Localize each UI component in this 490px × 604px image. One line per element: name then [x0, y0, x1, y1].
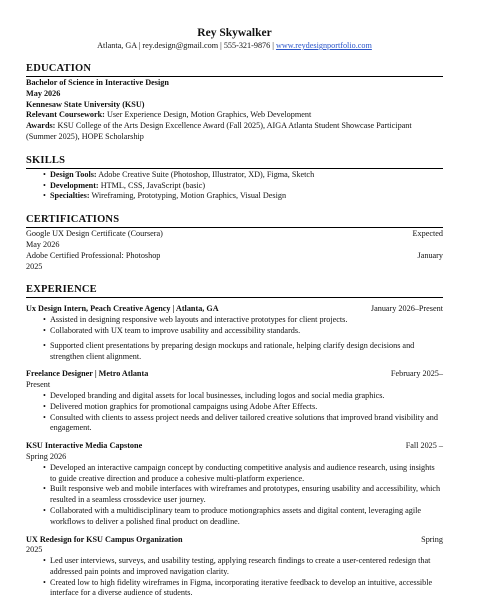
job-entry [26, 535, 443, 600]
skill-text: Adobe Creative Suite (Photoshop, Illustrator, XD), Figma, Sketch [96, 169, 315, 179]
job-date: January 2026–Present [370, 304, 443, 314]
coursework-text: User Experience Design, Motion Graphics, Web Development [104, 110, 312, 120]
graduation-date: May 2026 [26, 88, 61, 98]
section-divider [26, 297, 443, 298]
job-entry [26, 441, 443, 527]
job-title: KSU Interactive Media Capstone [26, 441, 143, 451]
job-bullets [26, 315, 443, 362]
job-date: February 2025– [390, 369, 443, 379]
experience-section [26, 284, 443, 599]
skill-item [43, 170, 443, 181]
coursework-line [26, 110, 443, 121]
job-bullet: • Collaborated with a multidisciplinary team to produce motiongraphics assets and digital content, leveraging agile workflows to deliver a polished final product on deadline. [43, 506, 443, 528]
skill-item [43, 181, 443, 192]
job-bullet: • Created low to high fidelity wireframes in Figma, incorporating iterative feedback to develop an intuitive, accessible interface for a diverse audience of students. [43, 578, 443, 600]
contact-details: Atlanta, GA | rey.design@gmail.com | 555-321-9876 | [97, 41, 276, 50]
awards-text: KSU College of the Arts Design Excellence Award (Fall 2025), AIGA Atlanta Student Showcase Participant (Summer 2025), HOPE Scholarship [26, 121, 412, 141]
certification-entry [26, 251, 443, 273]
job-entry [26, 304, 443, 362]
skills-section [26, 155, 443, 202]
section-divider [26, 227, 443, 228]
certification-name: Google UX Design Certificate (Coursera) [26, 229, 163, 239]
skill-text: HTML, CSS, JavaScript (basic) [98, 180, 206, 190]
skill-label: Development: [50, 180, 99, 190]
certifications-section [26, 214, 443, 272]
job-bullets [26, 463, 443, 528]
job-bullet: • Developed an interactive campaign concept by conducting competitive analysis and audience research, using insights to guide creative direction and produce a cohesive multi-platform experience. [43, 463, 443, 485]
job-date-cont: Present [26, 380, 51, 390]
education-heading: EDUCATION [26, 63, 92, 74]
skill-label: Specialties: [50, 191, 90, 201]
job-title: Freelance Designer | Metro Atlanta [26, 369, 149, 379]
certification-date-cont: 2025 [26, 261, 43, 271]
job-bullets [26, 556, 443, 599]
contact-line [26, 40, 443, 51]
experience-heading: EXPERIENCE [26, 284, 97, 296]
job-bullet: • Developed branding and digital assets for local businesses, including logos and social media graphics. [43, 391, 443, 402]
skill-item [43, 191, 443, 202]
certification-date: January [417, 250, 443, 260]
job-bullet: • Led user interviews, surveys, and usability testing, applying research findings to create a user-centered redesign that addressed pain points and improved navigation clarity. [43, 556, 443, 578]
section-divider [26, 76, 443, 77]
certification-date-cont: May 2026 [26, 239, 60, 249]
job-date-cont: 2025 [26, 545, 43, 555]
skill-text: Wireframing, Prototyping, Motion Graphics, Visual Design [89, 191, 287, 201]
job-bullet: • Assisted in designing responsive web layouts and interactive prototypes for client projects. [43, 315, 443, 326]
skills-list [26, 170, 443, 202]
coursework-label: Relevant Coursework: [26, 110, 105, 120]
job-bullet: • Supported client presentations by preparing design mockups and rationale, helping clarify design decisions and strengthen client alignment. [43, 341, 443, 363]
job-entry [26, 369, 443, 434]
job-date: Fall 2025 – [405, 441, 443, 451]
certification-entry [26, 229, 443, 251]
skill-label: Design Tools: [50, 169, 97, 179]
job-date: Spring [421, 534, 443, 544]
degree: Bachelor of Science in Interactive Design [26, 78, 169, 87]
job-bullets [26, 391, 443, 434]
certification-name: Adobe Certified Professional: Photoshop [26, 250, 161, 260]
awards-label: Awards: [26, 121, 56, 131]
education-section [26, 63, 443, 143]
certification-date: Expected [412, 229, 443, 239]
skills-heading: SKILLS [26, 154, 66, 166]
job-title: UX Redesign for KSU Campus Organization [26, 534, 183, 544]
awards-line [26, 121, 443, 143]
candidate-name: Rey Skywalker [197, 27, 272, 39]
portfolio-link[interactable]: www.reydesignportfolio.com [275, 41, 372, 50]
job-bullet: • Built responsive web and mobile interfaces with wireframes and prototypes, ensuring usability and accessibility, which resulted in a seamless crossdevice user journey. [43, 484, 443, 506]
job-bullet: • Collaborated with UX team to improve usability and accessibility standards. [43, 326, 443, 337]
school-name: Kennesaw State University (KSU) [26, 99, 145, 109]
job-date-cont: Spring 2026 [26, 451, 67, 461]
job-bullet: • Consulted with clients to assess project needs and deliver tailored creative solutions that improved brand visibility and engagement. [43, 413, 443, 435]
certifications-heading: CERTIFICATIONS [26, 214, 120, 226]
section-divider [26, 168, 443, 169]
job-bullet: • Delivered motion graphics for promotional campaigns using Adobe After Effects. [43, 402, 443, 413]
job-title: Ux Design Intern, Peach Creative Agency | Atlanta, GA [26, 304, 219, 314]
resume-header [26, 26, 443, 51]
